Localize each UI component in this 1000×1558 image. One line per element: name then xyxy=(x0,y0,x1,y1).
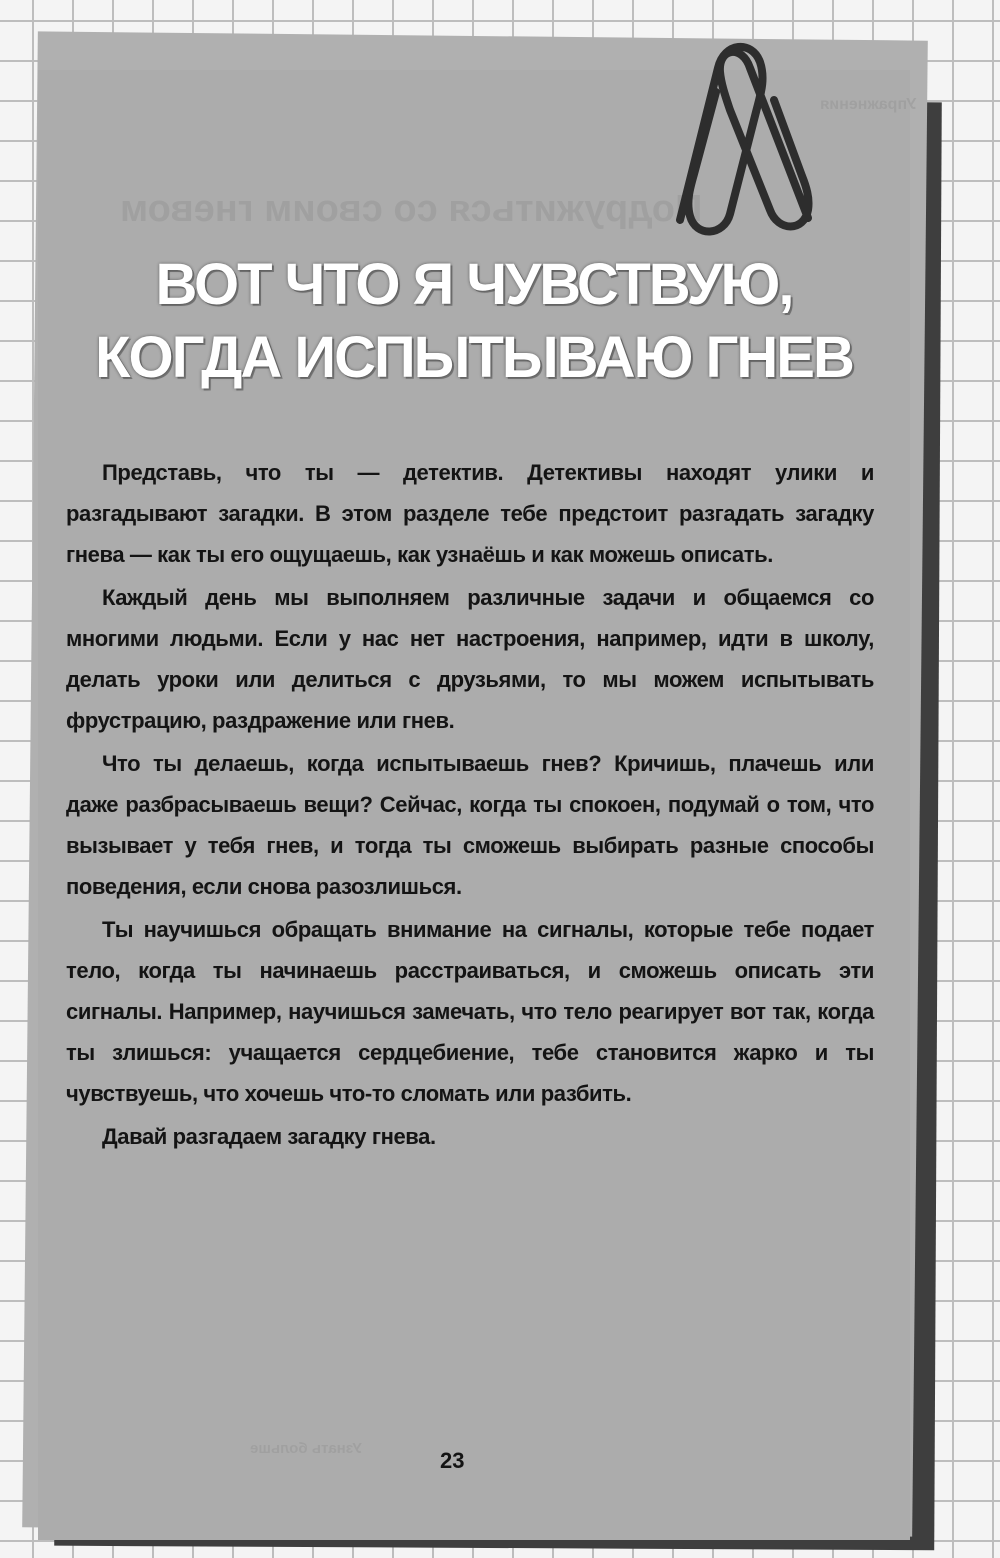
paragraph-3: Что ты делаешь, когда испытываешь гнев? Кричишь, плачешь или даже разбрасываешь вещи? Сейчас, когда ты спокоен, подумай о том, что вызывает у тебя гнев, и тогда ты сможешь выбирать разные способы поведения, если снова разозлишься. xyxy=(66,751,874,899)
bleed-through-title: Подружиться со своим гневом xyxy=(120,188,703,230)
bleed-through-header: Упражнения xyxy=(820,96,917,113)
body-text xyxy=(66,452,874,1159)
paragraph-2: Каждый день мы выполняем различные задачи и общаемся со многими людьми. Если у нас нет настроения, например, идти в школу, делать уроки или делиться с друзьями, то мы можем испытывать фрустрацию, раздражение или гнев. xyxy=(66,585,874,733)
heading-line-2: КОГДА ИСПЫТЫВАЮ ГНЕВ xyxy=(95,325,853,391)
page-number: 23 xyxy=(440,1448,465,1473)
paragraph-1: Представь, что ты — детектив. Детективы находят улики и разгадывают загадки. В этом разделе тебе предстоит разгадать загадку гнева — как ты его ощущаешь, как узнаёшь и как можешь описать. xyxy=(66,460,874,567)
bleed-through-footer: Узнать больше xyxy=(250,1440,362,1457)
paperclip-icon xyxy=(610,10,840,250)
heading-line-1: ВОТ ЧТО Я ЧУВСТВУЮ, xyxy=(155,252,793,317)
paragraph-5: Давай разгадаем загадку гнева. xyxy=(102,1124,436,1149)
paragraph-4: Ты научишься обращать внимание на сигналы, которые тебе подает тело, когда ты начинаешь расстраиваться, и сможешь описать эти сигналы. Например, научишься замечать, что тело реагирует вот так, когда ты злишься: учащается сердцебиение, тебе становится жарко и ты чувствуешь, что хочешь что-то сломать или разбить. xyxy=(66,917,874,1106)
page-heading xyxy=(38,248,910,394)
